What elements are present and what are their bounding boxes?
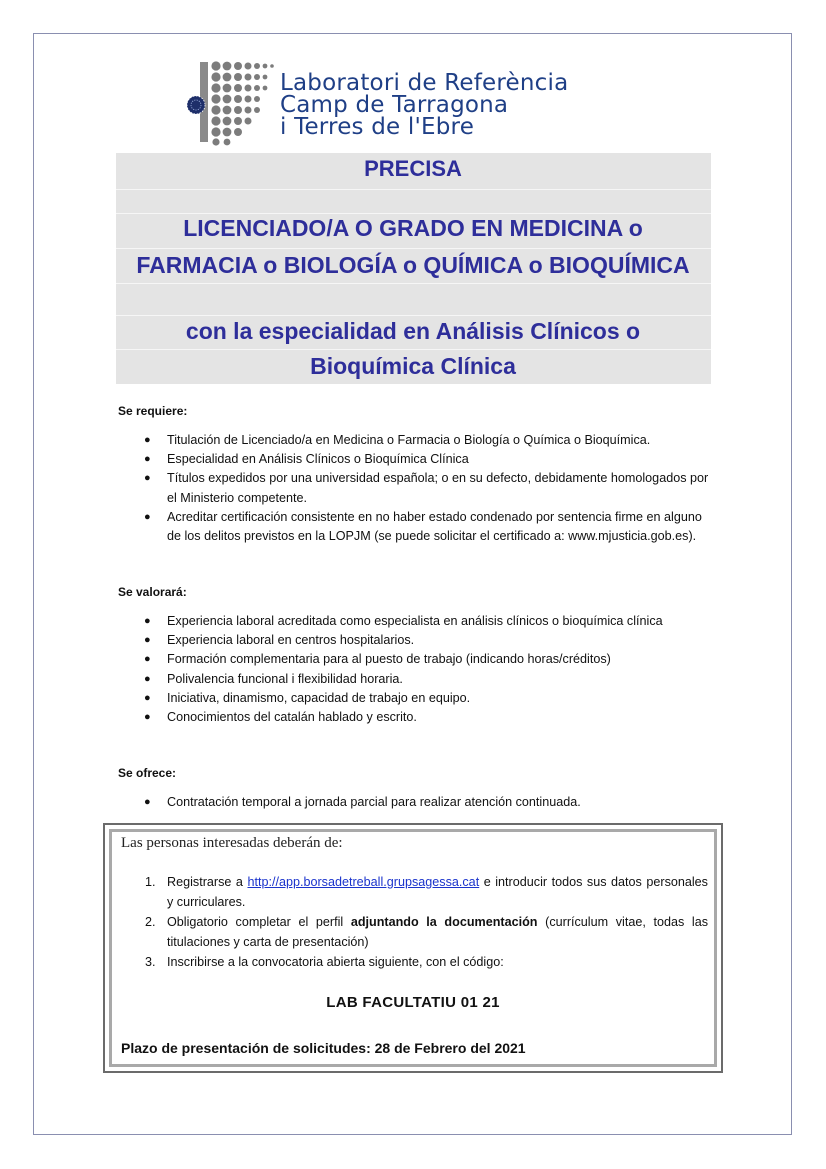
bullet-icon: ● xyxy=(144,653,151,666)
valued-title: Se valorará: xyxy=(118,585,187,599)
list-item: ● Experiencia laboral en centros hospitalarios. xyxy=(140,631,710,650)
heading-separator xyxy=(116,248,711,249)
list-item: ● Títulos expedidos por una universidad española; o en su defecto, debidamente homologados por el Ministerio competente. xyxy=(144,471,709,505)
job-portal-link[interactable]: http://app.borsadetreball.grupsagessa.cat xyxy=(247,875,480,889)
heading-degree-line-1: LICENCIADO/A O GRADO EN MEDICINA o xyxy=(183,215,643,241)
list-item: ● Conocimientos del catalán hablado y escrito. xyxy=(140,708,710,727)
logo-line-2: Camp de Tarragona xyxy=(280,92,509,118)
offered-list xyxy=(140,793,710,812)
step-register: 1. Registrarse a http://app.borsadetreball.grupsagessa.cat e introducir todos sus datos personales y curriculares. xyxy=(145,875,708,909)
dot-grid-logo-icon xyxy=(186,60,278,146)
heading-separator xyxy=(116,349,711,350)
lab-logo xyxy=(186,60,634,146)
step-enroll: 3. Inscribirse a la convocatoria abierta siguiente, con el código: xyxy=(145,955,504,969)
list-item: ● Titulación de Licenciado/a en Medicina o Farmacia o Biología o Química o Bioquímica. xyxy=(140,431,710,450)
bullet-icon: ● xyxy=(144,711,151,724)
bullet-icon: ● xyxy=(144,691,151,704)
application-steps xyxy=(140,872,708,972)
bullet-icon: ● xyxy=(144,796,151,808)
bullet-icon: ● xyxy=(144,634,151,647)
logo-line-1: Laboratori de Referència xyxy=(280,70,569,96)
heading-separator xyxy=(116,315,711,316)
requirements-list xyxy=(140,431,710,546)
bullet-icon: ● xyxy=(144,672,151,685)
heading-separator xyxy=(116,283,711,284)
heading-precisa: PRECISA xyxy=(364,156,462,181)
list-item: ● Iniciativa, dinamismo, capacidad de trabajo en equipo. xyxy=(140,689,710,708)
list-item: ● Polivalencia funcional i flexibilidad horaria. xyxy=(140,670,710,689)
bullet-icon: ● xyxy=(144,510,151,523)
heading-specialty-line-1: con la especialidad en Análisis Clínicos o xyxy=(185,318,641,344)
heading-separator xyxy=(116,189,711,190)
list-item: ● Acreditar certificación consistente en no haber estado condenado por sentencia firme en alguno de los delitos previstos en la LOPJM (se puede solicitar el certificado a: www.mjusticia.gob.es). xyxy=(144,509,702,544)
application-intro: Las personas interesadas deberán de: xyxy=(121,835,343,851)
offered-title: Se ofrece: xyxy=(118,766,177,780)
bullet-icon: ● xyxy=(144,472,151,485)
logo-text xyxy=(280,72,640,138)
bullet-icon: ● xyxy=(144,434,151,446)
step-complete-profile: 2. Obligatorio completar el perfil adjuntando la documentación (currículum vitae, todas las titulaciones y carta de presentación) xyxy=(145,915,708,949)
heading-degree-line-2: FARMACIA o BIOLOGÍA o QUÍMICA o BIOQUÍMICA xyxy=(136,252,690,278)
heading-specialty-line-2: Bioquímica Clínica xyxy=(310,353,516,379)
bullet-icon: ● xyxy=(144,453,151,466)
offer-code: LAB FACULTATIU 01 21 xyxy=(326,994,500,1011)
requirements-title: Se requiere: xyxy=(118,404,188,418)
bullet-icon: ● xyxy=(144,615,151,627)
logo-line-3: i Terres de l'Ebre xyxy=(280,114,475,140)
application-deadline: Plazo de presentación de solicitudes: 28 de Febrero del 2021 xyxy=(121,1040,526,1056)
list-item: ● Contratación temporal a jornada parcial para realizar atención continuada. xyxy=(140,793,710,812)
valued-list xyxy=(140,612,710,727)
heading-separator xyxy=(116,213,711,214)
list-item: ● Experiencia laboral acreditada como especialista en análisis clínicos o bioquímica clínica xyxy=(140,612,710,631)
list-item: ● Formación complementaria para al puesto de trabajo (indicando horas/créditos) xyxy=(140,650,710,669)
list-item: ● Especialidad en Análisis Clínicos o Bioquímica Clínica xyxy=(140,450,710,469)
